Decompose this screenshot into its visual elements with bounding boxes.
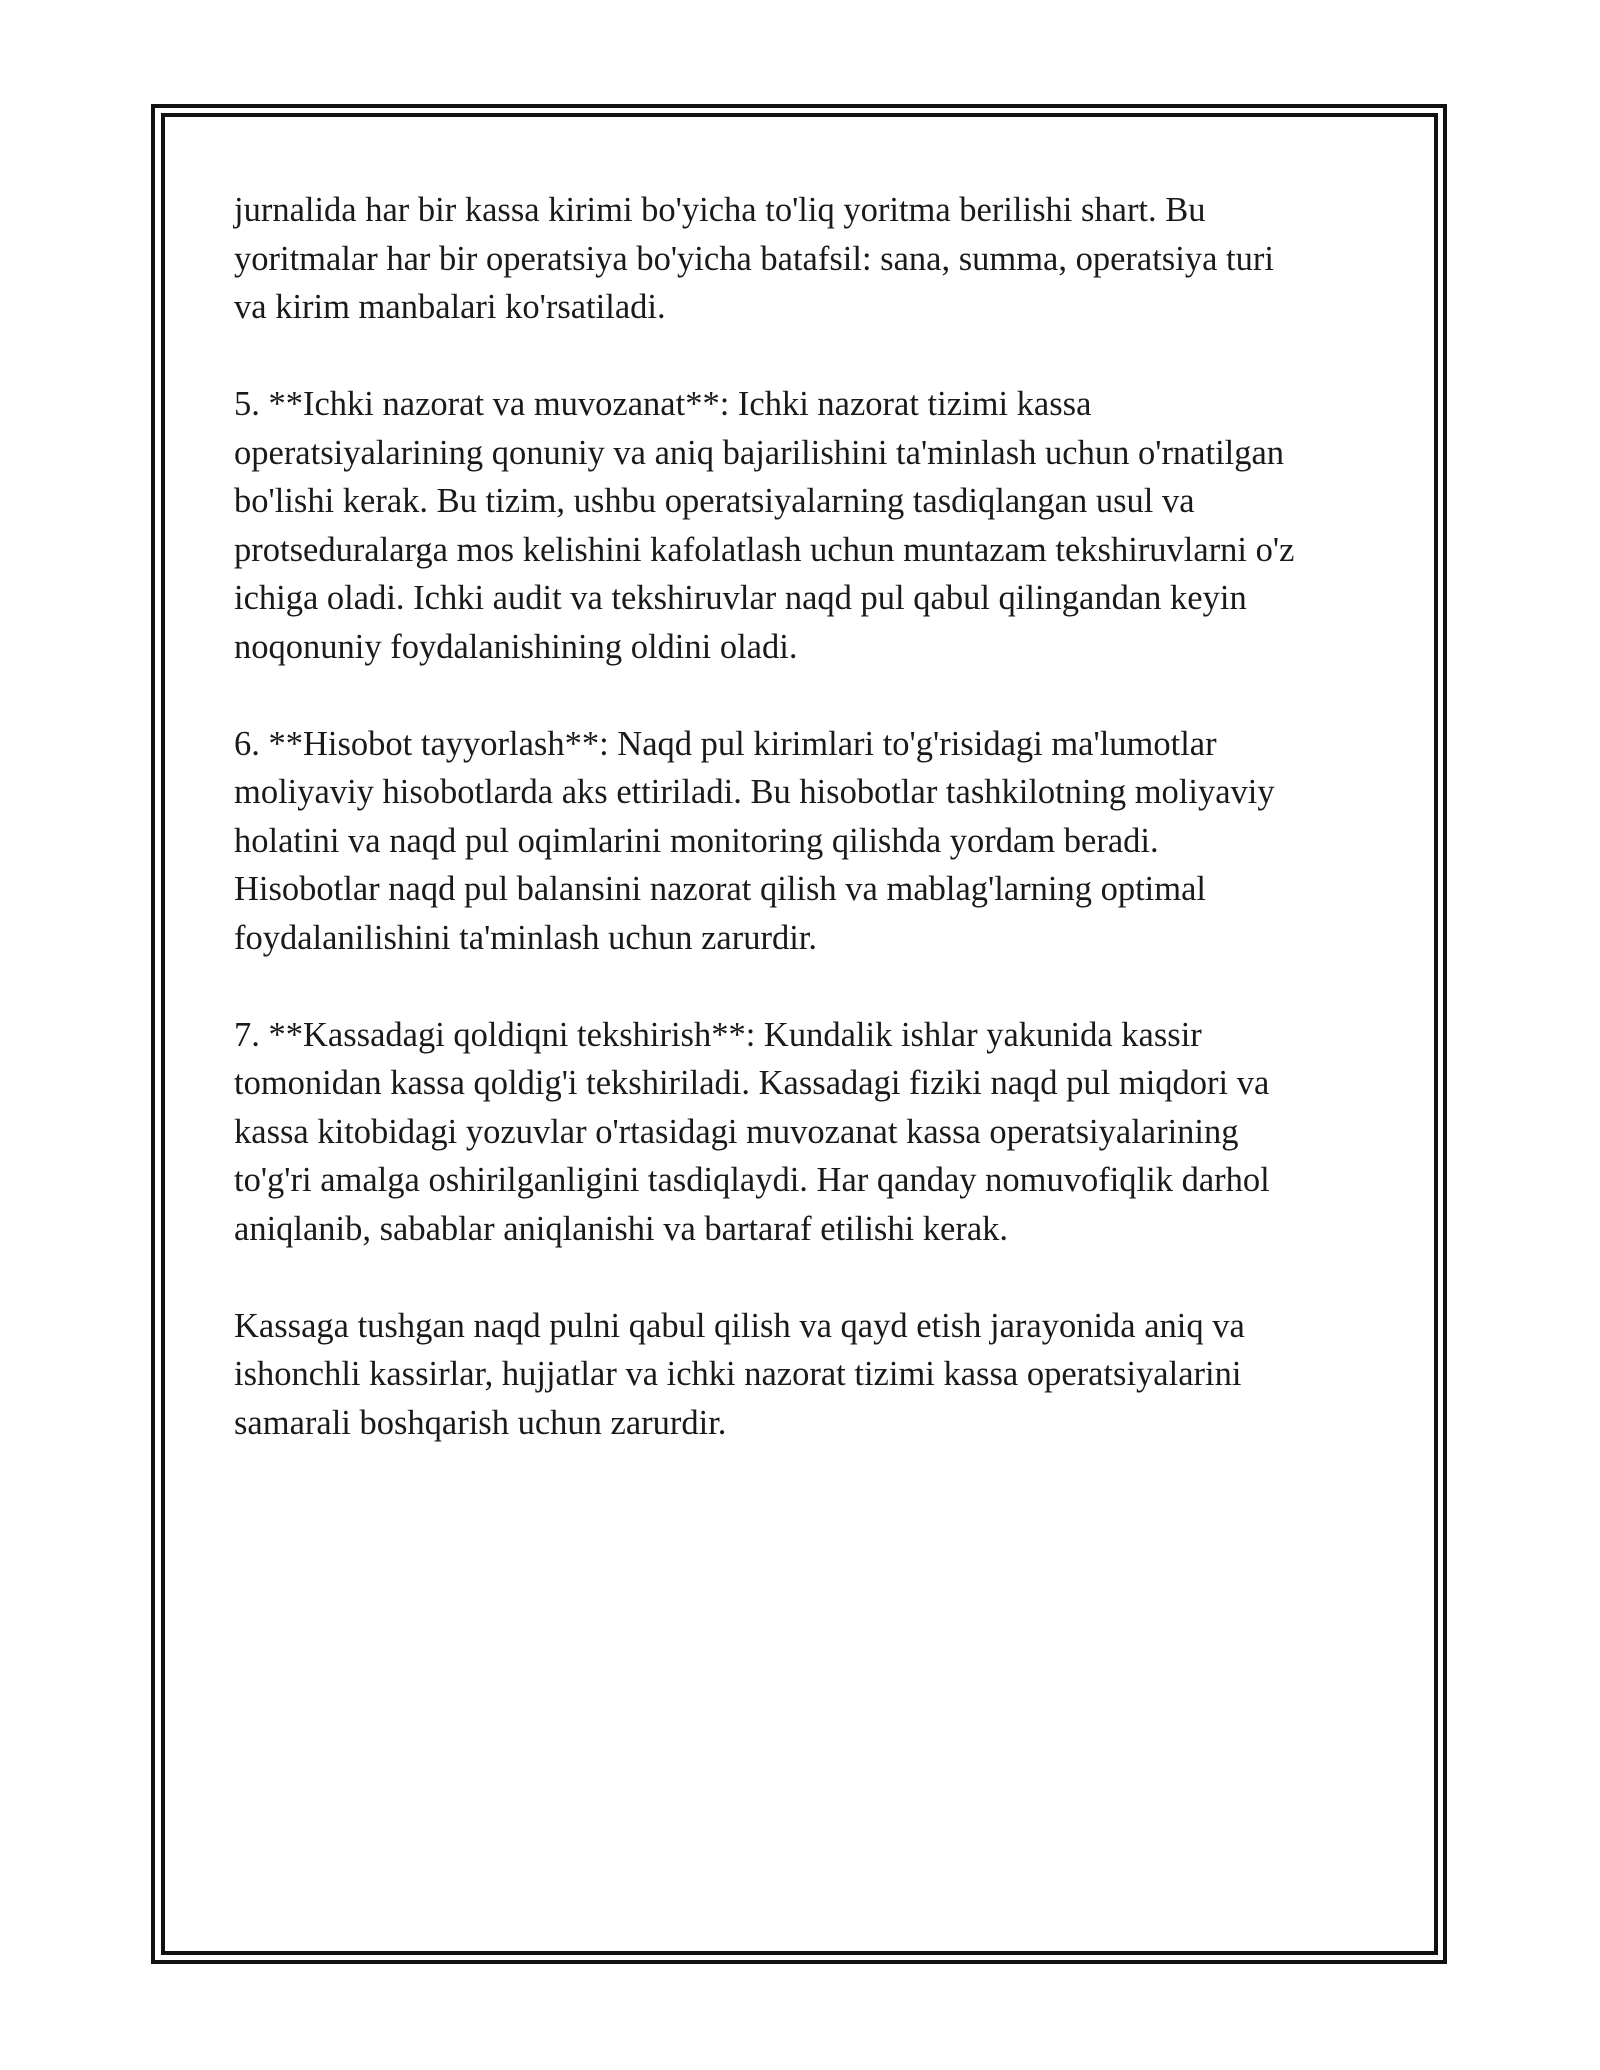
paragraph-cash-balance-check: 7. **Kassadagi qoldiqni tekshirish**: Kundalik ishlar yakunida kassir tomonidan kassa qoldig'i tekshiriladi. Kassadagi fiziki naqd pul miqdori va kassa kitobidagi yozuvlar o'rtasidagi muvozanat kassa operatsiyalarining to'g'ri amalga oshirilganligini tasdiqlaydi. Har qanday nomuvofiqlik darhol aniqlanib, sabablar aniqlanishi va bartaraf etilishi kerak. (234, 1015, 1270, 1248)
paragraph-internal-control: 5. **Ichki nazorat va muvozanat**: Ichki nazorat tizimi kassa operatsiyalarining qonuniy va aniq bajarilishini ta'minlash uchun o'rnatilgan bo'lishi kerak. Bu tizim, ushbu operatsiyalarning tasdiqlangan usul va protseduralarga mos kelishini kafolatlash uchun muntazam tekshiruvlarni o'z ichiga oladi. Ichki audit va tekshiruvlar naqd pul qabul qilingandan keyin noqonuniy foydalanishining oldini oladi. (234, 385, 1295, 666)
paragraph-conclusion: Kassaga tushgan naqd pulni qabul qilish va qayd etish jarayonida aniq va ishonchli kassirlar, hujjatlar va ichki nazorat tizimi kassa operatsiyalarini samarali boshqarish uchun zarurdir. (234, 1306, 1245, 1442)
document-body (234, 186, 1374, 1496)
paragraph-reporting: 6. **Hisobot tayyorlash**: Naqd pul kirimlari to'g'risidagi ma'lumotlar moliyaviy hisobotlarda aks ettiriladi. Bu hisobotlar tashkilotning moliyaviy holatini va naqd pul oqimlarini monitoring qilishda yordam beradi. Hisobotlar naqd pul balansini nazorat qilish va mablag'larning optimal foydalanilishini ta'minlash uchun zarurdir. (234, 724, 1275, 957)
paragraph-continuation: jurnalida har bir kassa kirimi bo'yicha to'liq yoritma berilishi shart. Bu yoritmalar har bir operatsiya bo'yicha batafsil: sana, summa, operatsiya turi va kirim manbalari ko'rsatiladi. (234, 191, 1274, 326)
